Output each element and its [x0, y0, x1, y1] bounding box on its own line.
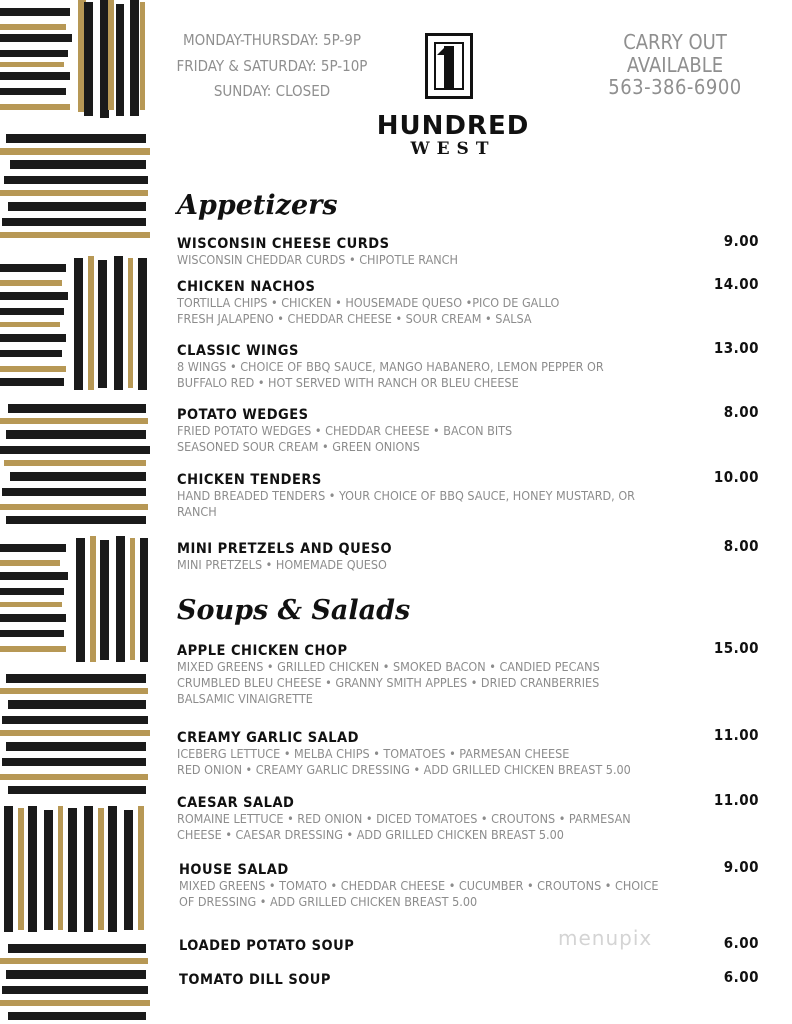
menu-item	[177, 468, 777, 520]
item-name: POTATO WEDGES	[177, 407, 309, 423]
hours-weekday: MONDAY-THURSDAY: 5P-9P	[183, 31, 361, 49]
section-title-appetizers: Appetizers	[177, 190, 338, 221]
menu-item	[177, 275, 777, 327]
item-price: 14.00	[713, 275, 759, 293]
menu-item	[179, 858, 779, 910]
item-name: TOMATO DILL SOUP	[179, 972, 331, 988]
menu-item	[177, 791, 777, 843]
item-name: APPLE CHICKEN CHOP	[177, 643, 348, 659]
brush-stroke-pattern	[0, 0, 152, 1024]
item-name: WISCONSIN CHEESE CURDS	[177, 236, 390, 252]
carry-out-line2: AVAILABLE	[626, 52, 724, 77]
logo-subtitle: WEST	[410, 139, 496, 159]
opening-hours	[162, 28, 382, 105]
menu-item	[179, 968, 779, 988]
carry-out-info	[600, 31, 750, 99]
item-price: 15.00	[713, 639, 759, 657]
item-price: 11.00	[713, 791, 759, 809]
item-description: MIXED GREENS • GRILLED CHICKEN • SMOKED BACON • CANDIED PECANS CRUMBLED BLEU CHEESE • GRANNY SMITH APPLES • DRIED CRANBERRIES BALSAMIC VINAIGRETTE	[177, 659, 600, 706]
item-price: 6.00	[723, 968, 759, 986]
logo-name: HUNDRED	[376, 111, 530, 141]
item-description: MIXED GREENS • TOMATO • CHEDDAR CHEESE • CUCUMBER • CROUTONS • CHOICE OF DRESSING • ADD GRILLED CHICKEN BREAST 5.00	[179, 878, 659, 909]
menu-item	[177, 403, 777, 455]
item-price: 10.00	[713, 468, 759, 486]
item-price: 6.00	[723, 934, 759, 952]
item-name: MINI PRETZELS AND QUESO	[177, 541, 393, 557]
menu-item	[177, 726, 777, 778]
menu-item	[179, 934, 779, 954]
item-price: 9.00	[723, 232, 759, 250]
item-price: 8.00	[723, 537, 759, 555]
menu-item	[177, 232, 777, 268]
restaurant-logo	[358, 30, 548, 165]
item-description: ROMAINE LETTUCE • RED ONION • DICED TOMATOES • CROUTONS • PARMESAN CHEESE • CAESAR DRESSING • ADD GRILLED CHICKEN BREAST 5.00	[177, 811, 631, 842]
item-description: TORTILLA CHIPS • CHICKEN • HOUSEMADE QUESO •PICO DE GALLO FRESH JALAPENO • CHEDDAR CHEESE • SOUR CREAM • SALSA	[177, 295, 560, 326]
item-name: HOUSE SALAD	[179, 862, 289, 878]
menu-item	[177, 537, 777, 573]
phone-number[interactable]: 563-386-6900	[608, 75, 742, 99]
carry-out-line1: CARRY OUT	[623, 30, 727, 54]
item-name: CREAMY GARLIC SALAD	[177, 730, 359, 746]
item-price: 8.00	[723, 403, 759, 421]
item-description: 8 WINGS • CHOICE OF BBQ SAUCE, MANGO HABANERO, LEMON PEPPER OR BUFFALO RED • HOT SERVED WITH RANCH OR BLEU CHEESE	[177, 359, 604, 390]
item-description: WISCONSIN CHEDDAR CURDS • CHIPOTLE RANCH	[177, 252, 458, 267]
item-price: 13.00	[713, 339, 759, 357]
item-description: ICEBERG LETTUCE • MELBA CHIPS • TOMATOES • PARMESAN CHEESE RED ONION • CREAMY GARLIC DRESSING • ADD GRILLED CHICKEN BREAST 5.00	[177, 746, 631, 777]
menu-item	[177, 339, 777, 391]
item-price: 11.00	[713, 726, 759, 744]
item-name: CAESAR SALAD	[177, 795, 295, 811]
hours-weekend: FRIDAY & SATURDAY: 5P-10P	[176, 56, 368, 75]
menu-item	[177, 639, 777, 707]
item-name: LOADED POTATO SOUP	[179, 938, 355, 954]
item-description: HAND BREADED TENDERS • YOUR CHOICE OF BBQ SAUCE, HONEY MUSTARD, OR RANCH	[177, 488, 635, 519]
hours-sunday: SUNDAY: CLOSED	[213, 82, 331, 100]
section-title-soups-salads: Soups & Salads	[177, 595, 411, 626]
item-name: CLASSIC WINGS	[177, 343, 299, 359]
item-name: CHICKEN NACHOS	[177, 279, 316, 295]
item-price: 9.00	[723, 858, 759, 876]
item-description: FRIED POTATO WEDGES • CHEDDAR CHEESE • BACON BITS SEASONED SOUR CREAM • GREEN ONIONS	[177, 423, 513, 454]
item-name: CHICKEN TENDERS	[177, 472, 322, 488]
item-description: MINI PRETZELS • HOMEMADE QUESO	[177, 557, 387, 572]
watermark: menupix	[558, 926, 653, 950]
logo-mark-icon	[425, 33, 473, 99]
